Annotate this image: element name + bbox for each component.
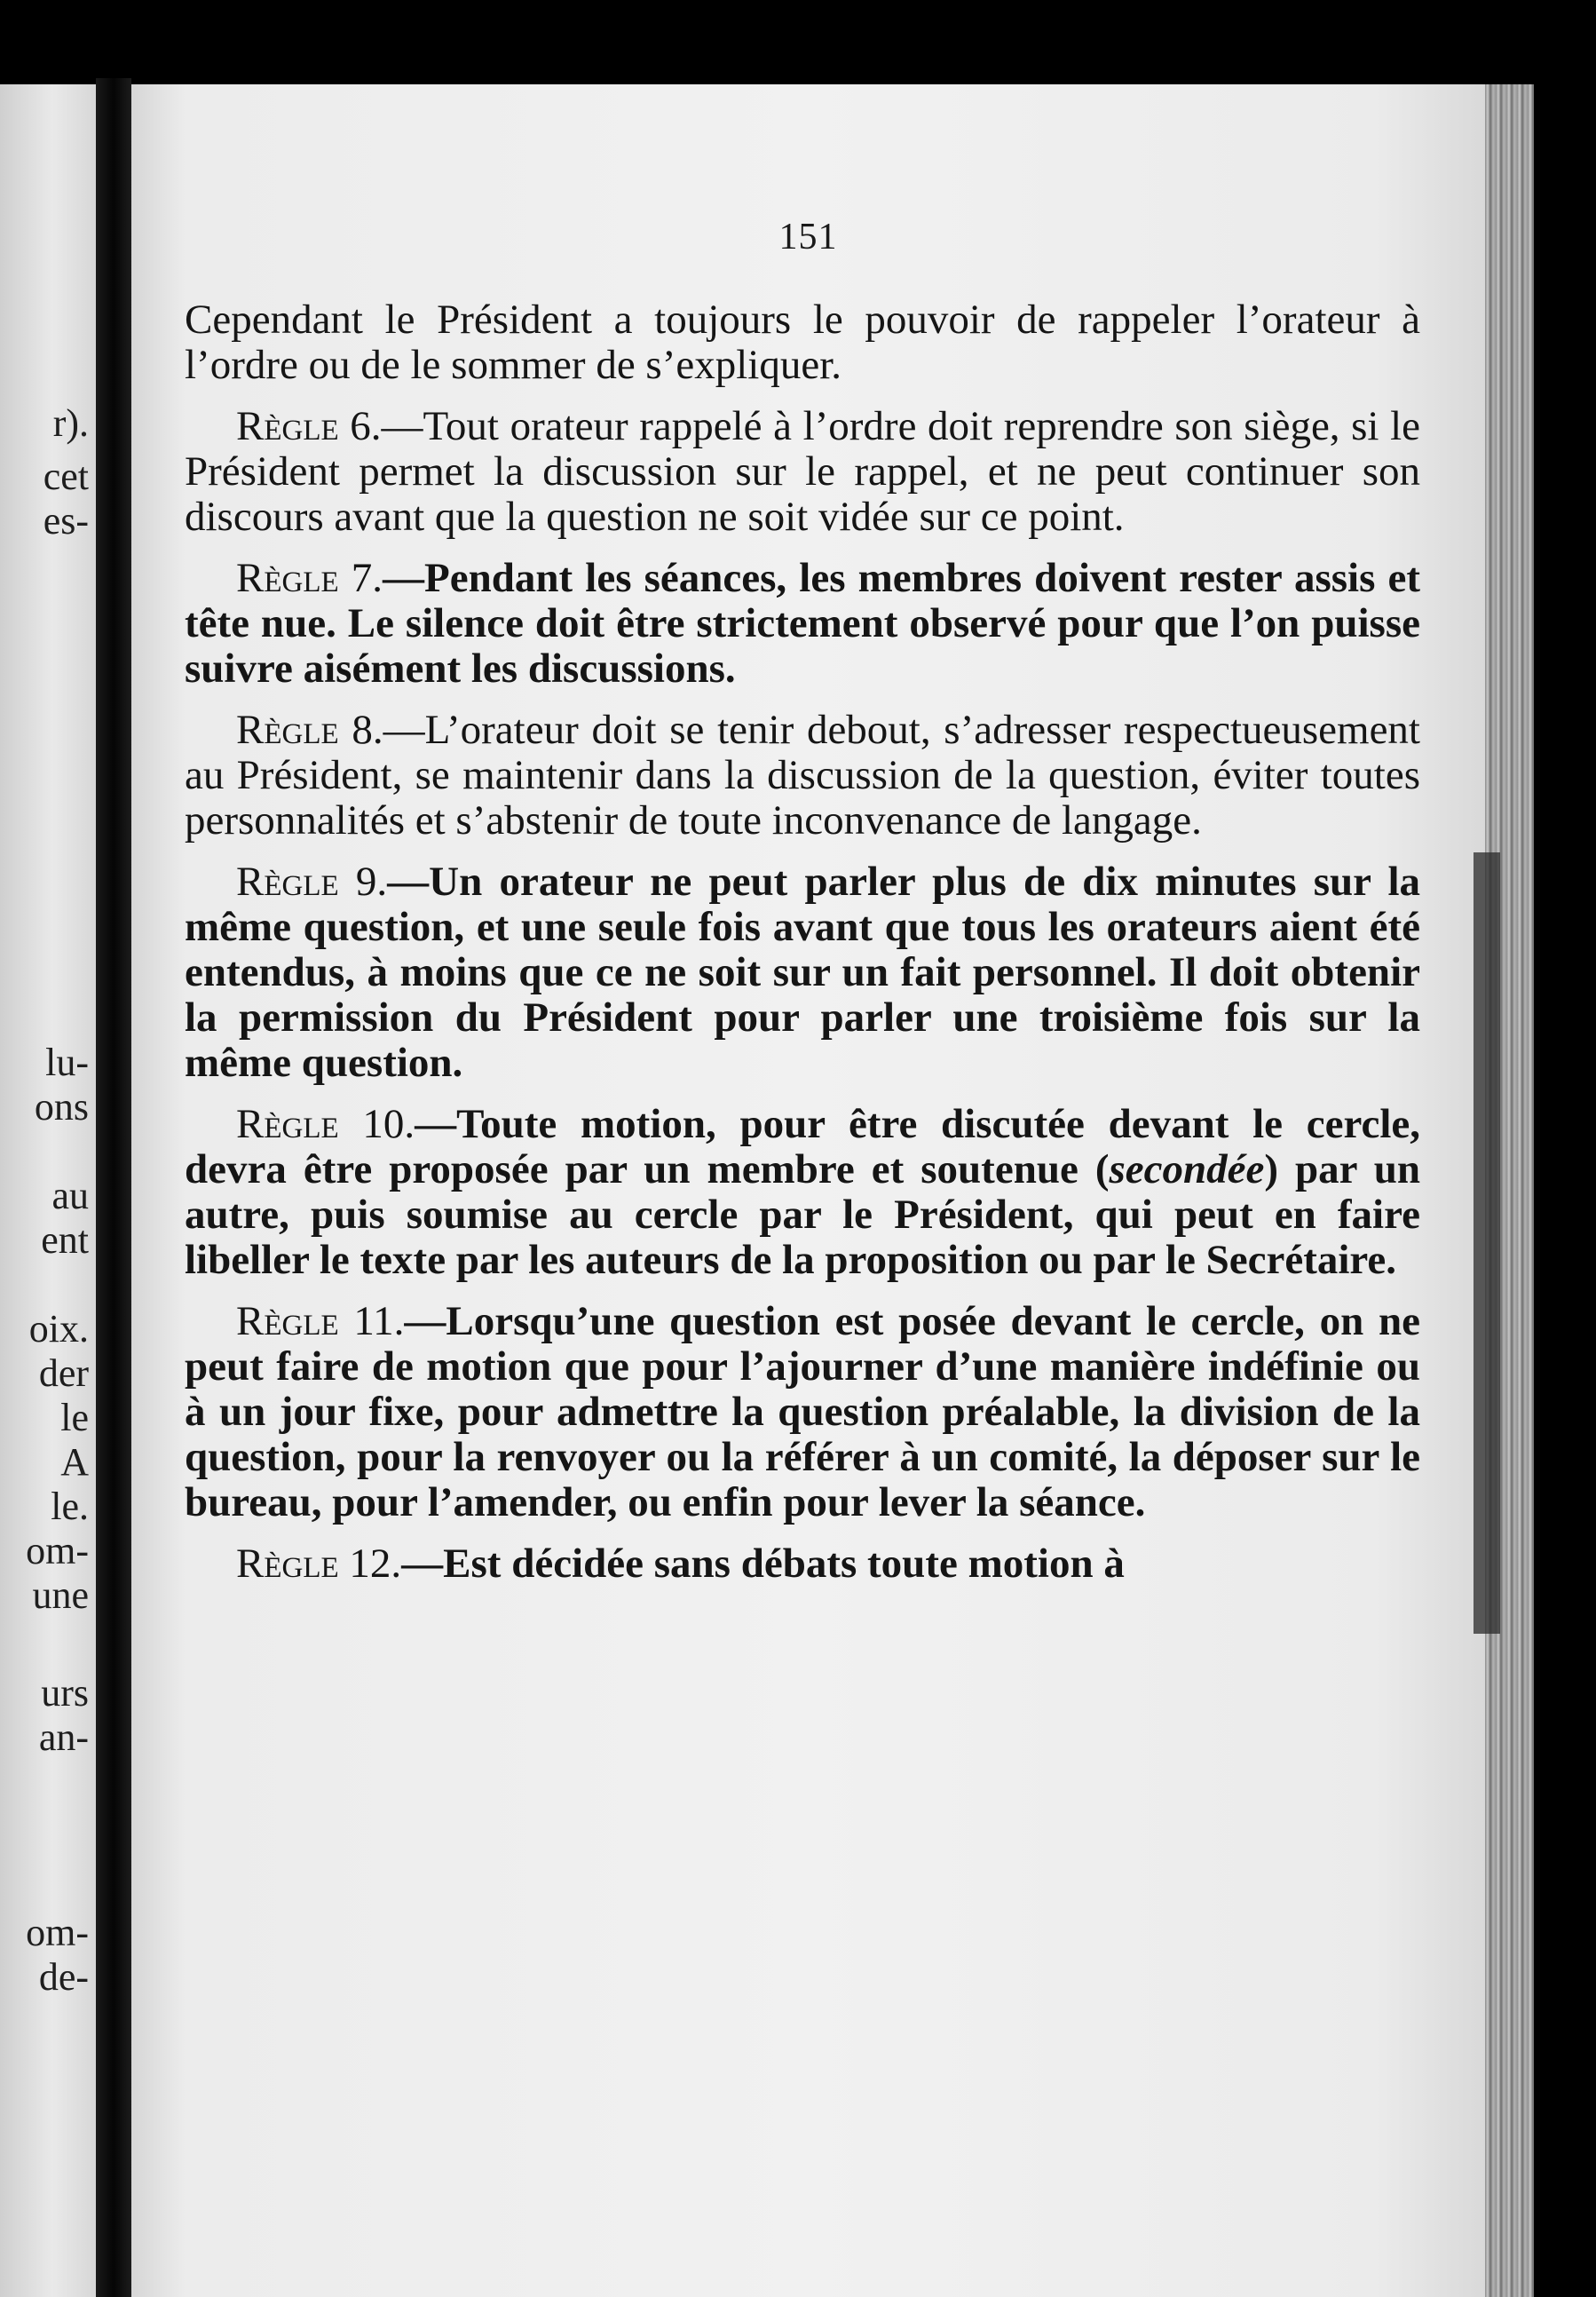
left-fragment: au xyxy=(51,1174,89,1217)
show-through-bleed xyxy=(1474,852,1500,1634)
paragraph-rule-9 xyxy=(185,859,1420,1086)
rule-heading: Règle 10. xyxy=(236,1101,415,1147)
rule-heading: Règle 6. xyxy=(236,403,382,449)
left-fragment: ons xyxy=(34,1085,89,1129)
paragraph-text: —Un orateur ne peut parler plus de dix minutes sur la même question, et une seule fois avant que tous les orateurs aient été entendus, à moins que ce ne soit sur un fait personnel. Il doit obtenir la permission du Président pour parler une troisième fois sur la même question. xyxy=(185,859,1420,1086)
rule-heading: Règle 12. xyxy=(236,1541,402,1587)
rule-heading: Règle 9. xyxy=(236,859,388,905)
italic-term: secondée xyxy=(1109,1146,1265,1192)
page-number: 151 xyxy=(778,217,838,257)
paragraph-text: ) par un autre, puis soumise au cercle par le Président, qui peut en faire libeller le texte par les auteurs de la proposition ou par le Secrétaire. xyxy=(185,1146,1420,1283)
left-fragment: cet xyxy=(43,455,89,498)
paragraph-rule-8 xyxy=(185,708,1420,844)
left-fragment: es- xyxy=(43,499,89,543)
paragraph-rule-11 xyxy=(185,1299,1420,1525)
rule-heading: Règle 7. xyxy=(236,555,383,601)
left-fragment: om- xyxy=(26,1529,89,1572)
paragraph-rule-7 xyxy=(185,556,1420,692)
paragraph-text: —Toute motion, pour être discutée devant le cercle, devra être proposée par un membre et soutenue ( xyxy=(185,1101,1420,1192)
left-fragment: urs xyxy=(41,1671,89,1715)
left-fragment: an- xyxy=(38,1715,89,1759)
page-body xyxy=(185,297,1420,1603)
left-fragment: une xyxy=(32,1573,89,1617)
paragraph-continuation xyxy=(185,297,1420,388)
book-gutter xyxy=(96,78,131,2297)
left-fragment: ent xyxy=(41,1218,89,1262)
book-page xyxy=(131,84,1485,2297)
paragraph-rule-6 xyxy=(185,404,1420,540)
paragraph-text: —Lorsqu’une question est posée devant le cercle, on ne peut faire de motion que pour l’ajourner d’une manière indéfinie ou à un jour fixe, pour admettre la question préalable, la division de la question, pour la renvoyer ou la référer à un comité, la déposer sur le bureau, pour l’amender, ou enfin pour lever la séance. xyxy=(185,1298,1420,1525)
left-fragment: oix. xyxy=(28,1307,89,1350)
paragraph-text: Cependant le Président a toujours le pouvoir de rappeler l’orateur à l’ordre ou de le sommer de s’expliquer. xyxy=(185,297,1420,388)
left-fragment: lu- xyxy=(45,1041,89,1084)
paragraph-text: —L’orateur doit se tenir debout, s’adresser respectueusement au Président, se maintenir dans la discussion de la question, éviter toutes personnalités et s’abstenir de toute inconvenance de langage. xyxy=(185,707,1420,844)
paragraph-text: —Pendant les séances, les membres doivent rester assis et tête nue. Le silence doit être strictement observé pour que l’on puisse suivre aisément les discussions. xyxy=(185,555,1421,692)
left-fragment: le xyxy=(60,1396,89,1439)
left-fragment: r). xyxy=(52,401,89,445)
paragraph-rule-10 xyxy=(185,1102,1420,1283)
left-fragment: de- xyxy=(38,1955,89,1999)
paragraph-rule-12 xyxy=(185,1541,1420,1587)
rule-heading: Règle 11. xyxy=(236,1298,405,1344)
left-fragment: A xyxy=(60,1440,89,1484)
paragraph-text: —Tout orateur rappelé à l’ordre doit reprendre son siège, si le Président permet la discussion sur le rappel, et ne peut continuer son discours avant que la question ne soit vidée sur ce point. xyxy=(185,403,1420,540)
left-fragment: om- xyxy=(26,1911,89,1954)
left-fragment: le. xyxy=(51,1485,89,1528)
left-fragment: der xyxy=(38,1351,89,1395)
previous-page-fragment xyxy=(0,84,96,2297)
paragraph-text: —Est décidée sans débats toute motion à xyxy=(401,1541,1125,1587)
rule-heading: Règle 8. xyxy=(236,707,383,753)
